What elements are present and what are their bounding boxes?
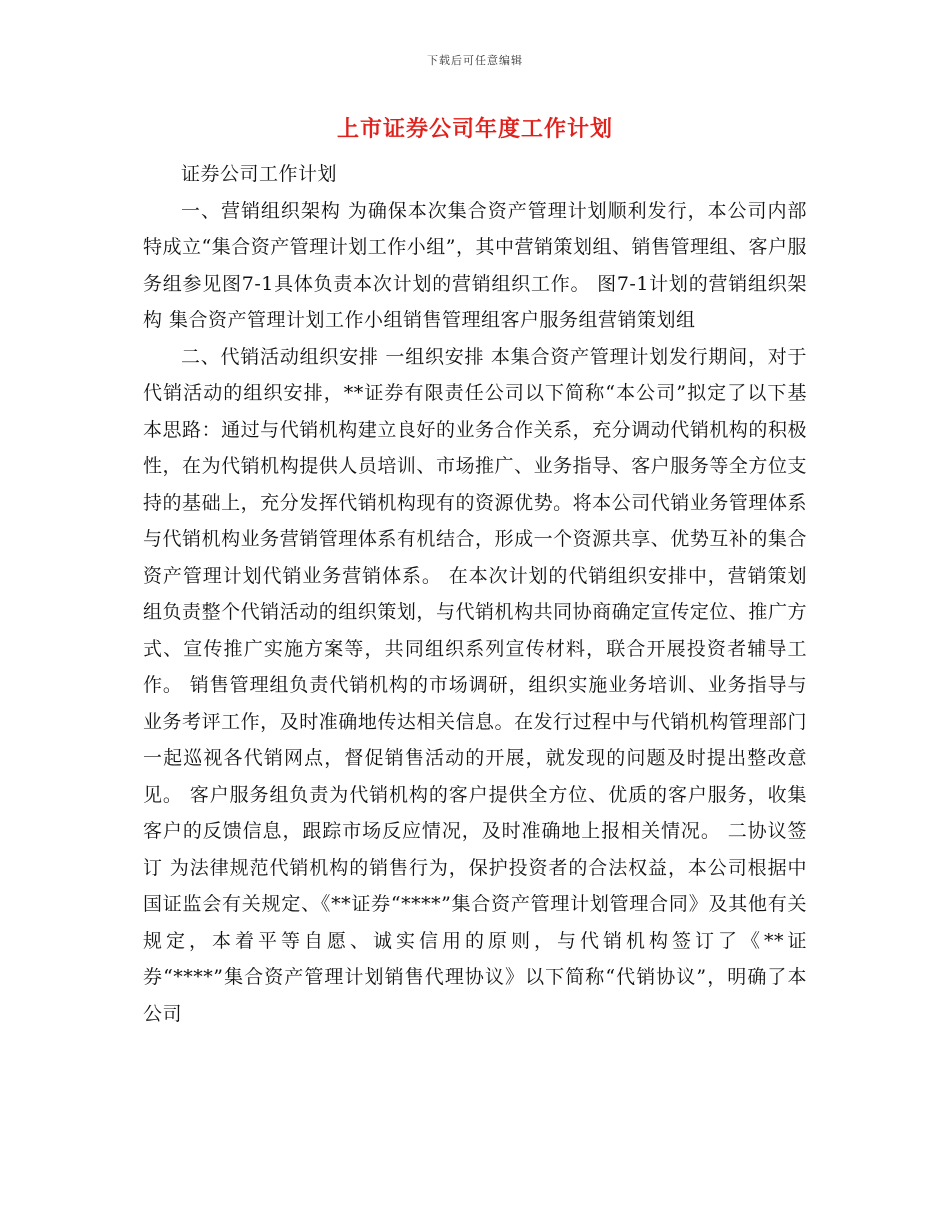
document-body [143, 156, 807, 1032]
document-title: 上市证券公司年度工作计划 [336, 117, 613, 142]
paragraph-subtitle: 证券公司工作计划 [181, 163, 338, 185]
paragraph-section-one: 一、营销组织架构 为确保本次集合资产管理计划顺利发行，本公司内部特成立“集合资产管理计划工作小组”，其中营销策划组、销售管理组、客户服务组参见图7-1具体负责本次计划的营销组织工作。 图7-1计划的营销组织架构 集合资产管理计划工作小组销售管理组客户服务组营销策划组 [143, 199, 807, 331]
page-header-note: 下载后可任意编辑 [427, 54, 523, 67]
paragraph-section-two: 二、代销活动组织安排 一组织安排 本集合资产管理计划发行期间，对于代销活动的组织安排，**证券有限责任公司以下简称“本公司”拟定了以下基本思路：通过与代销机构建立良好的业务合作关系，充分调动代销机构的积极性，在为代销机构提供人员培训、市场推广、业务指导、客户服务等全方位支持的基础上，充分发挥代销机构现有的资源优势。将本公司代销业务管理体系与代销机构业务营销管理体系有机结合，形成一个资源共享、优势互补的集合资产管理计划代销业务营销体系。 在本次计划的代销组织安排中，营销策划组负责整个代销活动的组织策划，与代销机构共同协商确定宣传定位、推广方式、宣传推广实施方案等，共同组织系列宣传材料，联合开展投资者辅导工作。 销售管理组负责代销机构的市场调研，组织实施业务培训、业务指导与业务考评工作，及时准确地传达相关信息。在发行过程中与代销机构管理部门一起巡视各代销网点，督促销售活动的开展，就发现的问题及时提出整改意见。 客户服务组负责为代销机构的客户提供全方位、优质的客户服务，收集客户的反馈信息，跟踪市场反应情况，及时准确地上报相关情况。 二协议签订 为法律规范代销机构的销售行为，保护投资者的合法权益，本公司根据中国证监会有关规定、《**证券“****”集合资产管理计划管理合同》及其他有关规定，本着平等自愿、诚实信用的原则，与代销机构签订了《**证券“****”集合资产管理计划销售代理协议》以下简称“代销协议”，明确了本公司 [143, 345, 807, 1025]
